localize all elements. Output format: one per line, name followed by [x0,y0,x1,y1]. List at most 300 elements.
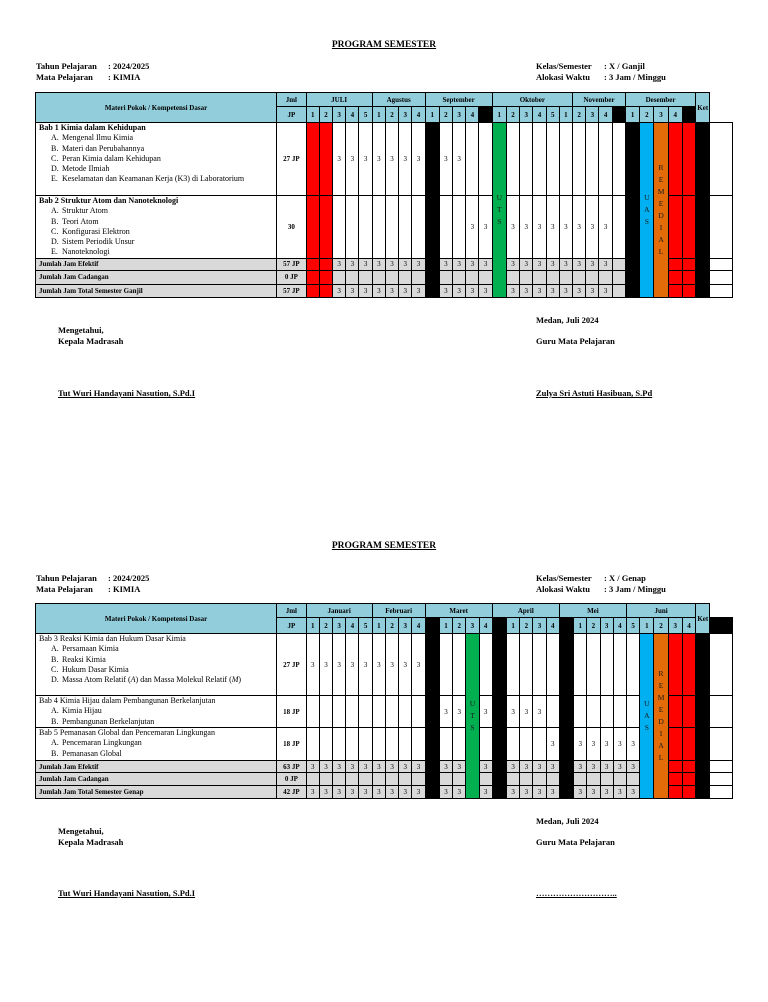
week-header: 3 [520,107,533,123]
week-cell: 3 [587,761,600,773]
week-cell: 3 [319,786,332,799]
week-cell [372,270,385,284]
week-cell [399,728,412,761]
week-cell: 3 [359,284,372,297]
separator-cell [492,618,506,634]
topic-item-text: Mengenal Ilmu Kimia [62,133,134,143]
week-cell [453,728,466,761]
week-cell [306,728,319,761]
week-header: 2 [453,618,466,634]
topic-item-text: Reaksi Kimia [62,654,106,664]
week-cell [479,634,492,696]
week-cell: 3 [385,761,398,773]
topic-item-text: Materi dan Perubahannya [62,143,145,153]
red-cell [668,728,682,761]
week-cell: 3 [333,761,346,773]
tahun-value: : 2024/2025 [108,61,150,71]
table-body [36,634,733,799]
week-cell: 3 [626,761,639,773]
topic-item-text: Persamaan Kimia [62,644,119,654]
summary-row [36,786,733,799]
month-header: Juni [626,604,695,618]
letter: D [658,717,664,726]
jp-cell: 30 [277,196,307,259]
topic-item-text: Pencemaran Lingkungan [62,738,142,748]
week-cell: 3 [587,728,600,761]
week-header: 3 [399,107,412,123]
kepala-name: Tut Wuri Handayani Nasution, S.Pd.I [58,388,196,398]
summary-label: Jumlah Jam Total Semester Genap [36,786,277,799]
kepala-label: Kepala Madrasah [58,837,124,847]
week-header: 2 [587,618,600,634]
week-cell: 3 [412,258,425,270]
week-cell: 3 [479,761,492,773]
week-cell: 3 [546,196,559,259]
red-cell [682,123,695,196]
month-header: Agustus [372,93,425,107]
week-header: 3 [453,107,466,123]
week-cell [399,773,412,786]
week-cell [439,196,452,259]
ket-cell [710,270,733,284]
week-cell [573,270,586,284]
week-cell [613,634,626,696]
mengetahui-label: Mengetahui, [58,826,104,836]
remedial-column-label [654,162,667,258]
jp-cell: 18 JP [277,728,307,761]
week-cell [479,728,492,761]
letter: A [658,234,664,244]
week-cell [612,258,625,270]
separator-cell [696,196,710,259]
topic-cell [36,634,277,696]
red-cell [306,196,319,259]
week-cell [546,773,559,786]
topic-item-marker: B. [51,716,59,726]
week-header: 2 [573,107,586,123]
week-header: 1 [372,107,385,123]
separator-cell [425,786,439,799]
week-cell [399,696,412,728]
week-cell [506,634,519,696]
uts-column [466,634,479,799]
red-cell [668,258,682,270]
letter: U [644,699,650,708]
ket-cell [710,786,733,799]
kelas-label: Kelas/Semester [536,573,592,583]
week-cell: 3 [587,786,600,799]
topic-item [39,144,276,154]
red-cell [319,196,332,259]
topic-title: Bab 1 Kimia dalam Kehidupan [39,123,146,132]
week-cell: 3 [453,123,466,196]
letter: S [497,216,502,226]
red-cell [682,284,695,297]
topic-item-text: Keselamatan dan Keamanan Kerja (K3) di Laboratorium [62,174,245,184]
topic-item [39,655,276,665]
topic-item-marker: C. [51,153,59,163]
separator-cell [696,761,710,773]
topic-item [39,154,276,164]
header-materi: Materi Pokok / Kompetensi Dasar [36,604,277,634]
week-header: 3 [466,618,479,634]
week-cell [613,696,626,728]
week-cell [412,270,425,284]
week-cell [506,728,519,761]
separator-cell [425,258,439,270]
separator-cell [696,123,710,196]
week-cell [399,270,412,284]
red-cell [682,270,695,284]
week-cell [359,696,372,728]
week-cell [520,634,533,696]
week-header: 4 [412,618,425,634]
week-cell: 3 [600,786,613,799]
week-cell [372,728,385,761]
week-header: 4 [682,618,695,634]
week-header: 4 [466,107,479,123]
week-cell: 3 [412,123,425,196]
week-cell: 3 [385,123,398,196]
week-cell [559,270,572,284]
mapel-label: Mata Pelajaran [36,71,93,82]
week-cell [574,696,587,728]
summary-row [36,761,733,773]
letter: L [658,753,664,762]
week-cell: 3 [533,258,546,270]
topic-item-text: Teori Atom [62,216,99,226]
week-cell: 3 [439,696,452,728]
week-cell [612,196,625,259]
letter: E [658,705,664,714]
topic-cell [36,196,277,259]
uts-column [492,123,506,298]
week-cell: 3 [466,196,479,259]
week-cell: 3 [359,123,372,196]
info-left [36,573,149,594]
week-header: 1 [506,618,519,634]
separator-cell [559,618,573,634]
week-cell [333,696,346,728]
week-cell [612,284,625,297]
week-header: 5 [359,618,372,634]
topic-item [39,237,276,247]
letter: U [644,192,650,202]
week-cell: 3 [599,258,612,270]
mapel-value: : KIMIA [108,583,141,594]
week-header: 3 [399,618,412,634]
red-cell [668,773,682,786]
week-cell: 3 [439,761,452,773]
separator-cell [625,196,639,259]
red-cell [682,773,695,786]
week-cell [333,773,346,786]
week-header: 1 [439,618,452,634]
week-header: 2 [319,107,332,123]
week-cell: 3 [479,284,492,297]
alokasi-value: : 3 Jam / Minggu [604,583,666,594]
letter: E [658,174,664,184]
week-cell [412,196,425,259]
week-cell [520,123,533,196]
summary-jp: 57 JP [277,284,307,297]
week-cell [533,634,546,696]
letter: D [658,210,664,220]
week-cell: 3 [559,258,572,270]
letter: I [659,222,663,232]
week-cell: 3 [479,258,492,270]
topic-item-text: Kimia Hijau [62,706,102,716]
summary-row [36,258,733,270]
week-cell [319,696,332,728]
week-cell [586,270,599,284]
week-cell: 3 [506,258,519,270]
summary-jp: 0 JP [277,773,307,786]
week-cell [600,634,613,696]
letter: U [496,192,503,202]
kelas-value: : X / Ganjil [604,61,645,71]
week-cell [372,696,385,728]
week-cell [372,196,385,259]
ket-cell [710,773,733,786]
letter: E [658,681,664,690]
week-cell: 3 [412,786,425,799]
week-cell: 3 [359,786,372,799]
topic-title: Bab 2 Struktur Atom dan Nanoteknologi [39,196,179,205]
header-jml: Jml [277,604,307,618]
summary-label: Jumlah Jam Cadangan [36,270,277,284]
topic-item [39,738,276,748]
month-header: Januari [306,604,372,618]
separator-cell [425,618,439,634]
topic-item-text: Peran Kimia dalam Kehidupan [62,153,161,163]
separator-cell [425,196,439,259]
topic-item-text: Nanoteknologi [62,247,110,257]
red-cell [668,270,682,284]
week-cell: 3 [506,761,519,773]
red-cell [682,258,695,270]
week-cell [439,634,452,696]
week-cell: 3 [533,786,546,799]
week-cell: 3 [574,728,587,761]
week-cell: 3 [346,634,359,696]
jp-cell: 27 JP [277,634,307,696]
jp-cell: 18 JP [277,696,307,728]
week-cell: 3 [372,284,385,297]
week-cell: 3 [600,761,613,773]
week-cell: 3 [586,284,599,297]
separator-cell [612,107,625,123]
week-header: 2 [385,107,398,123]
week-cell: 3 [412,761,425,773]
topic-item-marker: A. [51,738,59,748]
red-cell [306,258,319,270]
week-cell [612,270,625,284]
topic-item [39,644,276,654]
week-cell [573,123,586,196]
summary-label: Jumlah Jam Efektif [36,761,277,773]
week-header: 3 [586,107,599,123]
letter: R [658,162,664,172]
red-cell [306,284,319,297]
week-header: 4 [546,618,559,634]
week-cell [520,773,533,786]
topic-item [39,247,276,257]
separator-cell [696,258,710,270]
month-header: JULI [306,93,372,107]
week-cell [520,728,533,761]
summary-jp: 63 JP [277,761,307,773]
topic-row [36,634,733,696]
week-cell [612,123,625,196]
mapel-label: Mata Pelajaran [36,583,93,594]
week-cell [346,773,359,786]
summary-jp: 0 JP [277,270,307,284]
week-cell [359,773,372,786]
week-header: 1 [372,618,385,634]
separator-cell [696,728,710,761]
week-cell: 3 [385,786,398,799]
week-cell: 3 [439,284,452,297]
week-cell: 3 [439,786,452,799]
week-cell [506,773,519,786]
topic-item-marker: C. [51,226,59,236]
week-cell: 3 [574,786,587,799]
kepala-label: Kepala Madrasah [58,336,124,346]
week-cell: 3 [466,258,479,270]
week-cell [385,773,398,786]
separator-cell [425,696,439,728]
topic-item-marker: B. [51,143,59,153]
separator-cell [425,270,439,284]
week-cell [559,123,572,196]
week-cell: 3 [520,761,533,773]
week-cell [453,196,466,259]
month-header: Oktober [492,93,572,107]
topic-item [39,174,276,184]
topic-item-text: Pemanasan Global [62,748,122,758]
separator-cell [625,123,639,196]
week-cell: 3 [613,786,626,799]
alokasi-value: : 3 Jam / Minggu [604,71,666,82]
header-materi: Materi Pokok / Kompetensi Dasar [36,93,277,123]
topic-item-marker: C. [51,664,59,674]
week-cell: 3 [333,634,346,696]
week-cell [346,728,359,761]
week-cell [574,773,587,786]
week-cell: 3 [453,761,466,773]
week-cell [600,696,613,728]
week-cell: 3 [346,761,359,773]
red-cell [682,196,695,259]
topic-row [36,123,733,196]
week-cell: 3 [613,728,626,761]
topic-item-marker: E. [51,174,58,184]
week-cell [506,270,519,284]
red-cell [682,634,695,696]
separator-cell [682,107,695,123]
week-cell: 3 [573,284,586,297]
separator-cell [492,728,506,761]
week-header: 4 [668,107,682,123]
week-cell [346,270,359,284]
week-cell: 3 [599,196,612,259]
table-body [36,123,733,298]
topic-item-text: Pembangunan Berkelanjutan [62,716,155,726]
week-header: 1 [559,107,572,123]
week-cell: 3 [306,786,319,799]
topic-cell [36,123,277,196]
month-header: April [492,604,559,618]
week-cell [453,773,466,786]
red-cell [682,696,695,728]
separator-cell [425,761,439,773]
separator-cell [696,773,710,786]
week-header: 5 [626,618,639,634]
week-header: 2 [506,107,519,123]
week-cell: 3 [520,786,533,799]
week-cell [546,123,559,196]
week-header: 2 [385,618,398,634]
week-header: 3 [668,618,682,634]
summary-jp: 57 JP [277,258,307,270]
week-cell [546,696,559,728]
separator-cell [492,786,506,799]
separator-cell [559,728,573,761]
separator-cell [559,634,573,696]
week-cell [385,696,398,728]
summary-row [36,284,733,297]
week-cell [520,270,533,284]
week-cell: 3 [359,761,372,773]
uas-column [640,123,654,298]
week-cell: 3 [319,761,332,773]
week-cell: 3 [546,786,559,799]
topic-item-marker: D. [51,675,59,685]
separator-cell [710,618,733,634]
week-cell [359,196,372,259]
week-cell [533,270,546,284]
week-cell: 3 [479,696,492,728]
uas-column-label [640,192,653,228]
topic-row [36,728,733,761]
letter: U [469,699,476,708]
kelas-value: : X / Genap [604,573,646,583]
week-cell [306,773,319,786]
week-cell [333,728,346,761]
topic-title: Bab 3 Reaksi Kimia dan Hukum Dasar Kimia [39,634,186,643]
week-header: 5 [546,107,559,123]
letter: A [658,741,664,750]
topic-title: Bab 5 Pemanasan Global dan Pencemaran Lingkungan [39,728,215,737]
separator-cell [492,696,506,728]
uas-column-label [640,698,653,734]
week-cell: 3 [573,258,586,270]
topic-item [39,749,276,759]
week-cell: 3 [333,786,346,799]
separator-cell [696,284,710,297]
separator-cell [696,786,710,799]
week-header: 1 [574,618,587,634]
summary-row [36,773,733,786]
red-cell [682,728,695,761]
week-header: 4 [412,107,425,123]
week-cell [546,270,559,284]
week-cell [533,728,546,761]
red-cell [319,270,332,284]
separator-cell [492,634,506,696]
header-jp: JP [277,618,307,634]
